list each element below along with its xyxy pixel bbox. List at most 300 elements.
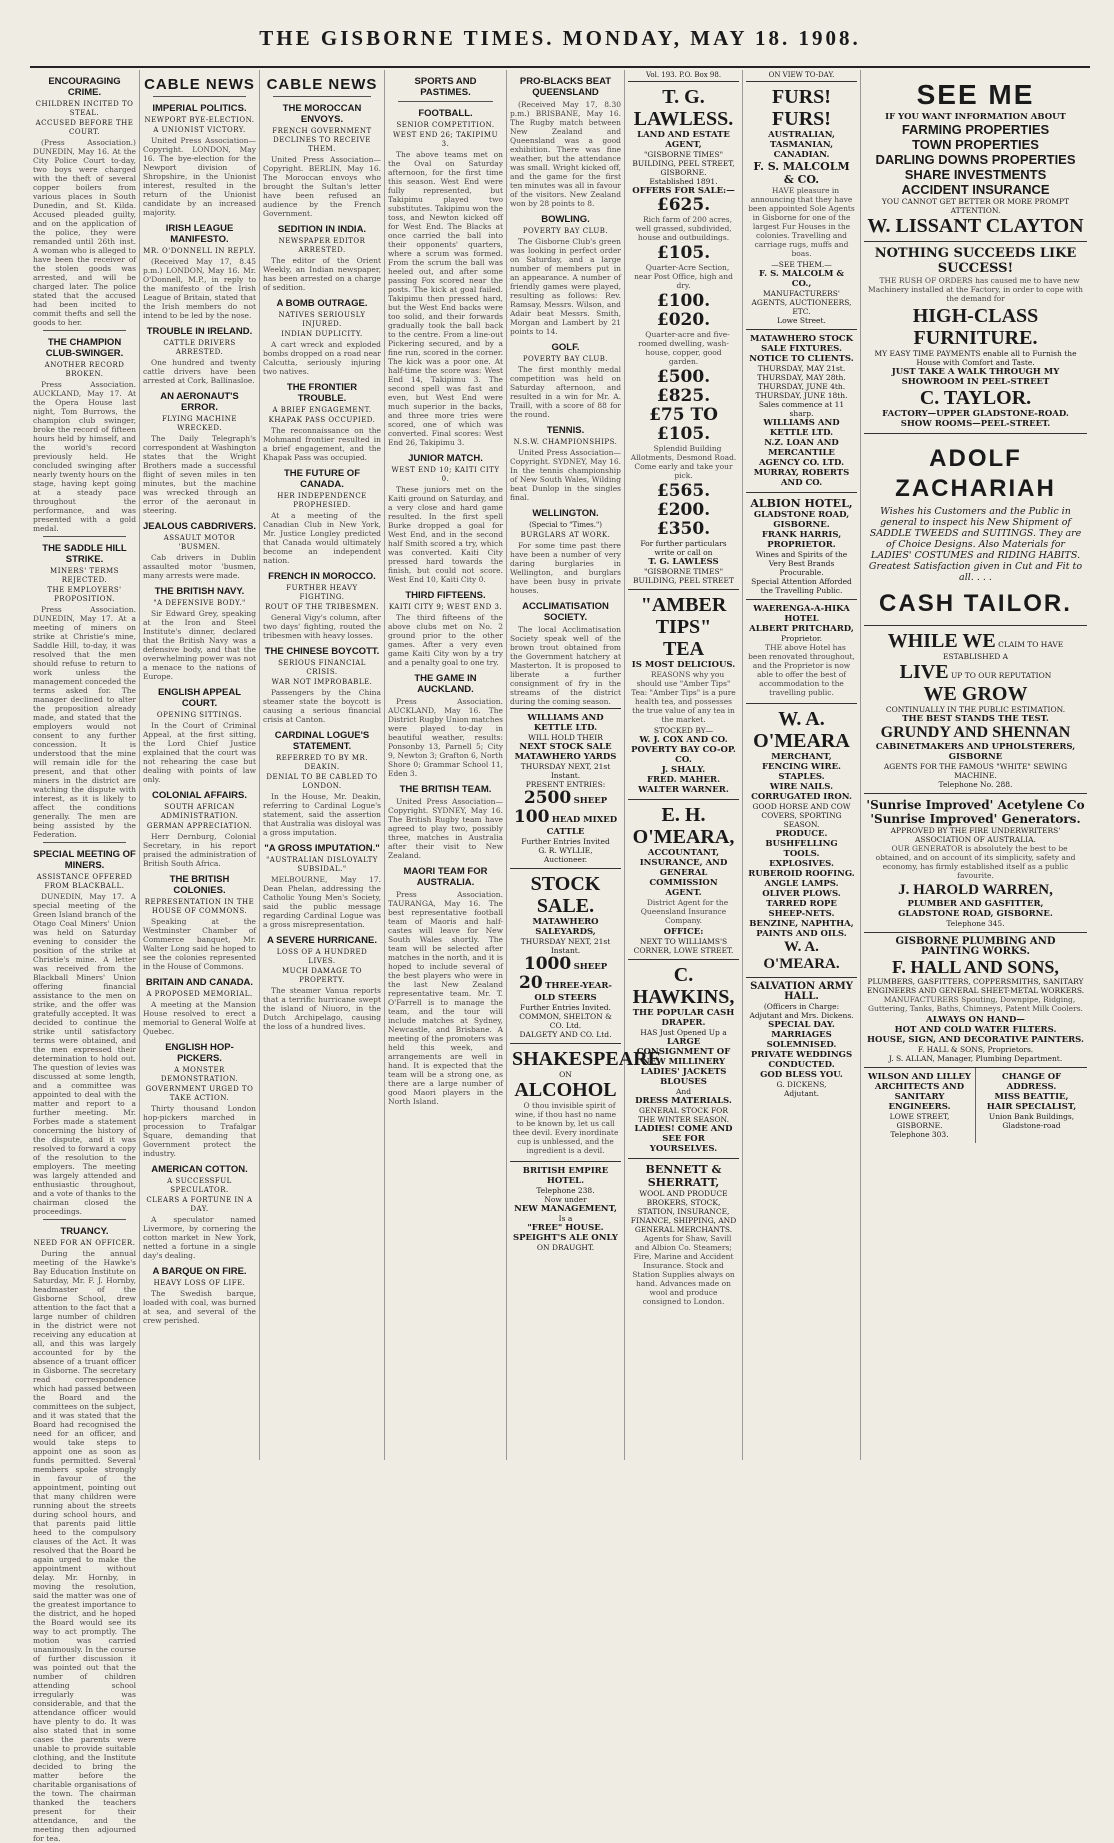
headline: ENGLISH HOP-PICKERS. [165,1042,234,1064]
ad-line: POVERTY BAY CO-OP. CO. [631,745,736,765]
masthead-rule [30,66,1090,68]
ad-wilson-lilley [864,1068,976,1143]
ad-line: "FREE" HOUSE. [527,1223,604,1233]
subhead: WEST END 26; TAKIPIMU 3. [393,131,498,148]
headline: IRISH LEAGUE MANIFESTO. [165,223,234,245]
ad-line: BRITISH EMPIRE HOTEL. [522,1166,609,1186]
ad-line: MY EASY TIME PAYMENTS enable all to Furnish the House with Comfort and Taste. [874,349,1077,367]
ad-line: NEW MANAGEMENT, [514,1204,617,1214]
ad-line: FENCING WIRE. [761,762,842,772]
ad-f-hall-sons [864,932,1087,1067]
ad-line: DALGETY AND CO. Ltd. [519,1030,612,1039]
article-body: The first monthly medal competition was held on Saturday afternoon, and resulted in a win for Mr. A. Traill, with a score of 88 for the round. [510,365,621,419]
ad-line: THURSDAY, JUNE 18th. [755,391,848,400]
subhead: CATTLE DRIVERS ARRESTED. [163,339,236,356]
ad-line: WALTER WARNER. [638,785,729,795]
ad-title: WE GROW [923,683,1028,705]
ad-line: Wines and Spirits of the Very Best Brands Procurable. [755,550,848,577]
column-1 [30,70,140,1843]
ad-line: ACCOUNTANT, INSURANCE, AND GENERAL COMMISSION AGENT. [639,848,728,898]
ad-title: W. A. O'MEARA. [763,939,840,972]
ad-line: AUSTRALIAN, TASMANIAN, CANADIAN. [768,130,835,160]
ad-title: ALCOHOL [514,1079,617,1101]
subhead: A PROPOSED MEMORIAL. [146,990,253,998]
article-body: O thou invisible spirit of wine, if thou hast no name to be known by, let us call thee devil. Every inordinate cup is unblessed, and the ingredient is a devil. [512,1101,619,1155]
subhead: A BRIEF ENGAGEMENT. [272,406,372,414]
section-heading-cable-news: CABLE NEWS [144,76,255,93]
ad-line: MATAWHERO STOCK SALE FIXTURES. [749,334,854,354]
article-body: The editor of the Orient Weekly, an Indian newspaper, has been arrested on a charge of sedition. [263,256,381,292]
article-body: REASONS why you should use "Amber Tips" Tea: "Amber Tips" is a pure health tea, and possesses the true value of any tea in the market. [631,670,736,724]
subhead: A SUCCESSFUL SPECULATOR. [167,1177,232,1194]
ad-line: THE BEST STANDS THE TEST. [902,714,1049,724]
article-body: Herr Dernburg, Colonial Secretary, in his report praised the administration of British South Africa. [143,832,256,868]
headline-special-meeting: SPECIAL MEETING OF MINERS. [33,849,136,871]
ad-line: "GISBORNE TIMES" BUILDING, PEEL STREET, GISBORNE. [632,150,735,177]
headline: MAORI TEAM FOR AUSTRALIA. [403,866,488,888]
ad-line: BENZINE, NAPHTHA, PAINTS AND OILS. [749,919,854,939]
ad-title: WAERENGA-A-HIKA HOTEL [753,604,850,624]
ad-line: G. DICKENS, [776,1080,827,1089]
column-8 [861,70,1090,1460]
headline: THE BRITISH TEAM. [399,784,492,795]
subhead: GOVERNMENT URGED TO TAKE ACTION. [145,1085,254,1102]
ad-line: HEAD MIXED CATTLE [546,815,618,837]
ad-title: WHILE WE [887,630,996,652]
subhead: ASSISTANCE OFFERED FROM BLACKBALL. [36,873,133,890]
ad-line: W. J. COX AND CO. [639,735,728,745]
article-body: The Daily Telegraph's correspondent at Washington states that the Wright Brothers made a successful flight of seven miles in ten minutes, but the machine was wrecked through an error of the aeronaut in steering. [143,434,256,515]
column-5 [507,70,661,1460]
subhead: WAR NOT IMPROBABLE. [271,678,373,686]
ad-title: SEE ME [916,79,1035,110]
ad-sunrise-acetylene [864,793,1087,932]
ad-williams-kettle [510,708,621,868]
headline: SEDITION IN INDIA. [277,224,367,235]
divider [43,842,126,843]
ad-british-empire-hotel [510,1161,621,1256]
article-body: Rich farm of 200 acres, well grassed, subdivided, house and outbuildings. [635,215,733,242]
ad-line: GISBORNE PLUMBING AND PAINTING WORKS. [895,936,1056,957]
headline: A BOMB OUTRAGE. [276,298,368,309]
subhead: "AUSTRALIAN DISLOYALTY SUBSIDAL." [266,856,378,873]
divider [43,1219,126,1220]
subhead: "A DEFENSIVE BODY." [153,599,246,607]
subhead: ANOTHER RECORD BROKEN. [44,361,125,378]
subhead: SOUTH AFRICAN ADMINISTRATION. [160,803,239,820]
ad-price: £200. [656,500,711,520]
article-body: One hundred and twenty cattle drivers have been arrested at Cork, Ballinasloe. [143,358,256,385]
subhead: KAITI CITY 9; WEST END 3. [388,603,503,611]
ad-line: BUSHFELLING TOOLS. [765,839,838,859]
ad-line: GLADSTONE ROAD, GISBORNE. [898,909,1053,919]
ad-line: SHOW ROOMS—PEEL-STREET. [900,419,1051,429]
subhead: HER INDEPENDENCE PROPHESIED. [277,492,367,509]
ad-line: Telephone No. 288. [938,780,1013,789]
article-body: In the House, Mr. Deakin, referring to Cardinal Logue's statement, said the assertion that Australia was disloyal was a gross imputation. [263,792,381,837]
ad-stock-sale [510,868,621,1043]
ad-line: NEXT TO WILLIAMS'S CORNER, LOWE STREET. [633,937,734,955]
article-body: The third fifteens of the above clubs met on No. 2 ground prior to the other games. After a very even game Kaiti City won by a try and a penalty goal to one try. [388,613,503,667]
ad-line: OLIVER PLOWS. [762,889,841,899]
top-note: ON VIEW TO-DAY. [768,71,835,79]
ad-price: £105. [656,243,711,263]
article-body: MANUFACTURERS Spouting, Downpipe, Ridging, Guttering, Tanks, Baths, Chimneys, Patent Milk Coolers. [868,995,1083,1013]
ad-line: LARGE CONSIGNMENT OF [636,1037,731,1057]
subhead: POVERTY BAY CLUB. [522,355,609,363]
ad-line: MATAWHERO SALEYARDS, [532,917,599,937]
ad-line: Telephone 345. [946,919,1005,928]
ad-title: T. G. LAWLESS. [633,86,734,130]
divider [153,96,246,97]
ad-line: THE POPULAR CASH DRAPER. [632,1008,735,1028]
headline-club-swinger: THE CHAMPION CLUB-SWINGER. [45,337,124,359]
ad-line: Established 1891. [649,177,718,186]
ad-title: CASH TAILOR. [879,590,1072,617]
divider [43,330,126,331]
subhead: MUCH DAMAGE TO PROPERTY. [282,967,362,984]
column-4 [385,70,507,1460]
ad-title: CHANGE OF ADDRESS. [1001,1072,1062,1092]
divider [43,536,126,537]
ad-title: SHAKESPEARE [512,1048,661,1070]
article-body: Sir Edward Grey, speaking at the Iron and Steel Institute's dinner, declared that the British Navy was a defensive body, and that the overwhelming power was not a menace to the nations of Europe. [143,609,256,681]
headline-wellington: WELLINGTON. [532,508,599,519]
bottom-ads-row [864,1067,1087,1143]
ad-wa-omeara [746,703,857,977]
headline: PRO-BLACKS BEAT QUEENSLAND [519,76,612,98]
section-heading-sports: SPORTS AND PASTIMES. [414,76,477,98]
ad-miss-beattie [976,1068,1087,1143]
article-body: United Press Association—Copyright. LONDON, May 16. The bye-election for the Newport division of Shropshire, in the Unionist interest, resulted in the return of the Unionist candidate by an increased majority. [143,136,256,217]
headline-truancy: TRUANCY. [60,1226,109,1237]
ad-line: SHARE INVESTMENTS [904,167,1047,182]
ad-line: PRESENT ENTRIES: [525,780,606,789]
ad-price: £350. [656,519,711,539]
subhead: REPRESENTATION IN THE HOUSE OF COMMONS. [144,898,255,915]
ad-line: "GISBORNE TIMES" BUILDING, PEEL STREET [633,567,734,585]
article-body: Passengers by the China steamer state the boycott is causing a serious financial crisis at Canton. [263,688,381,724]
ad-line: UP TO OUR REPUTATION [950,671,1052,680]
ad-line: WILL HOLD THEIR [528,733,603,742]
ad-line: PLUMBER AND GASFITTER, [907,899,1044,909]
headline: "A GROSS IMPUTATION." [264,843,380,854]
article-body: The steamer Vanua reports that a terrific hurricane swept the island of Niuoro, in the Dutch Archipelago, causing the loss of a hundred lives. [263,986,381,1031]
top-note: Vol. 193. P.O. Box 98. [645,71,722,79]
ad-line: JUST TAKE A WALK THROUGH MY SHOWROOM IN PEEL-STREET [891,367,1060,387]
ad-line: F. S. MALCOLM & CO. [753,160,850,186]
ad-line: LOWE STREET, GISBORNE. [889,1112,950,1130]
ad-lawless [628,81,739,589]
headline: THE FUTURE OF CANADA. [284,468,360,490]
ad-line: Adjutant and Mrs. Dickens. [749,1011,854,1020]
article-body: Press Association. TAURANGA, May 16. The best representative football team of Maoris and half-castes will leave for New South Wales shortly. The team will be selected after matches in the north, and it is hoped to include several of the best players who were in the last New Zealand representative team. Mr. T. O'Farrell is to manage the team, and the tour will include matches at Sydney, Newcastle, and Brisbane. A meeting of the promoters was held this week, and arrangements are well in hand. It is expected that the team will be a strong one, as there are a large number of good Maori players in the North Island. [388,890,503,1106]
ad-title: HIGH-CLASS FURNITURE. [912,305,1039,349]
article-body: THE RUSH OF ORDERS has caused me to have new Machinery installed at the Factory, in order to cope with the demand for [868,276,1083,303]
ad-line: WOOL AND PRODUCE BROKERS, STOCK, STATION, INSURANCE, FINANCE, SHIPPING, AND GENERAL MERCHANTS. [630,1189,737,1234]
headline: CARDINAL LOGUE'S STATEMENT. [274,730,370,752]
ad-line: OFFERS FOR SALE:— [632,186,735,196]
article-body: United Press Association—Copyright. SYDNEY, May 16. In the tennis championship of New South Wales, Wilding beat Dunlop in the singles final. [510,448,621,502]
ad-line: STOCKED BY— [653,726,714,735]
ad-line: Further Entries Invited. [520,1003,611,1012]
subhead: NATIVES SERIOUSLY INJURED. [278,311,366,328]
ad-line: DRESS MATERIALS. [635,1096,732,1106]
headline: JEALOUS CABDRIVERS. [143,521,256,532]
subhead: REFERRED TO BY MR. DEAKIN. [276,754,368,771]
ad-title: C. TAYLOR. [919,387,1032,409]
ad-line: Sales commence at 11 sharp. [758,400,845,418]
ad-line: MISS BEATTIE, [994,1092,1069,1102]
ad-title: TEA [662,638,705,660]
ad-price: £100. [656,291,711,311]
column-2 [140,70,260,1460]
ad-salvation-army [746,977,857,1102]
article-body: Press Association. AUCKLAND, May 17. At the Opera House last night, Tom Burrows, the champion club swinger, broke the record of fifteen hours held by himself, and the world's record previously held. He concluded swinging after nearly twenty hours on the stage, having kept going at a steady pace throughout the performance, and was presented with a gold medal. [33,380,136,533]
ad-title: 'Sunrise Improved' Generators. [870,812,1081,826]
headline: THE BRITISH COLONIES. [169,874,230,896]
ad-line: For further particulars write or call on [640,539,727,557]
ad-line: SPECIAL DAY. [768,1020,835,1030]
headline: AN AERONAUT'S ERROR. [160,391,239,413]
headline: THE BRITISH NAVY. [154,586,245,597]
ad-title: W. A. O'MEARA [753,708,850,752]
subhead: HEAVY LOSS OF LIFE. [153,1279,246,1287]
ad-waerenga-hotel [746,599,857,703]
ad-line: Union Bank Buildings, Gladstone-road [988,1112,1075,1130]
article-body: Cab drivers in Dublin assaulted motor 'busmen, many arrests were made. [143,553,256,580]
ad-line: FRANK HARRIS, PROPRIETOR. [761,530,842,550]
subhead: MR. O'DONNELL IN REPLY. [143,247,256,255]
headline: JUNIOR MATCH. [408,453,483,464]
ad-line: F. HALL & SONS, Proprietors. [917,1045,1034,1054]
headline-saddle-hill: THE SADDLE HILL STRIKE. [42,543,127,565]
ad-title: C. HAWKINS, [632,964,735,1008]
ad-line: WILLIAMS AND KETTLE LTD. [527,713,604,733]
subhead: CHILDREN INCITED TO STEAL. [35,100,134,117]
ad-line: STAPLES. [778,772,825,782]
ad-line: NOTICE TO CLIENTS. [749,354,854,364]
subhead: LOSS OF A HUNDRED LIVES. [276,948,368,965]
ad-title: "AMBER TIPS" [640,594,727,638]
subhead: THE EMPLOYERS' PROPOSITION. [47,586,122,603]
ad-title: ALBION HOTEL, [750,497,853,510]
ad-title: 'Sunrise Improved' Acetylene Co [866,798,1085,812]
ad-line: OFFICE: [663,927,704,937]
ad-line: HAS Just Opened Up a [640,1028,727,1037]
ad-line: F. S. MALCOLM & CO., [758,269,845,289]
subhead: FURTHER HEAVY FIGHTING. [286,584,358,601]
article-body: Quarter-Acre Section, near Post Office, high and dry. [634,263,733,290]
headline: ENGLISH APPEAL COURT. [157,687,242,709]
headline: IMPERIAL POLITICS. [152,103,247,114]
article-body: General Vigy's column, after two days' fighting, routed the tribesmen with heavy losses. [263,613,381,640]
ad-line: ON DRAUGHT. [536,1243,595,1252]
article-body: Press Association. AUCKLAND, May 16. The District Rugby Union matches were played to-day in beautiful weather, results: Ponsonby 13, Parnell 5; City 9, Newton 3; Grafton 6, North Shore 0; Grammar School 11, Eden 3. [388,697,504,778]
article-body: During the annual meeting of the Hawke's Bay Education Institute on Saturday, Mr. F. J. Hornby, headmaster of the Gisborne School, drew attention to the fact that a large number of children in the district were not receiving any education at all, and this was largely accounted for by the absence of a truant officer in Gisborne. The secretary read correspondence which had passed between the Board and the committees on the subject, and it was stated that the Board had recognised the need for an officer, and would take steps to appoint one as soon as funds permitted. Several members spoke strongly in favour of the appointment, pointing out that many children were running about the streets during school hours, and that parents paid little heed to the compulsory clauses of the Act. It was resolved that the Board be again urged to make the appointment without delay. Mr. Hornby, in moving the resolution, said the matter was one of the greatest importance to the district, and he hoped the Board would see its way to act promptly. The motion was carried unanimously. In the course of further discussion it was pointed out that the number of children attending school irregularly was considerable, and that the attendance officer would have plenty to do. It was also stated that in some cases the parents were unable to provide suitable clothing, and the Institute decided to bring the matter before the charitable organisations of the town. The chairman thanked the teachers present for their attendance, and the meeting then adjourned for tea. [33,1249,136,1843]
ad-hawkins [628,959,739,1158]
subhead: NEWSPAPER EDITOR ARRESTED. [278,237,366,254]
ad-line: Telephone 238. [536,1186,595,1195]
ad-line: WILLIAMS AND KETTLE LTD. [763,418,840,438]
ad-line: ACCIDENT INSURANCE [901,182,1050,197]
ad-line: LADIES' JACKETS [640,1067,727,1077]
ad-line: PRODUCE. [775,829,828,839]
ad-line: Is a [558,1214,573,1223]
ad-price: £500. [656,367,711,387]
subhead: INDIAN DUPLICITY. [281,330,363,338]
headline: THE FRONTIER TROUBLE. [286,382,358,404]
article-body: At a meeting of the Canadian Club in New York, Mr. Justice Longley predicted that Canada would ultimately become an independent nation. [263,511,381,565]
ad-line: DARLING DOWNS PROPERTIES [875,152,1076,167]
ad-line: COMMON, SHELTON & CO. Ltd. [519,1012,612,1030]
ad-adolf-zachariah [864,433,1087,625]
ad-line: FARMING PROPERTIES [901,122,1050,137]
subhead: KHAPAK PASS OCCUPIED. [268,416,376,424]
subhead: SENIOR COMPETITION. [396,121,495,129]
ad-line: MURRAY, ROBERTS AND CO. [753,468,850,488]
subhead: BURGLARS AT WORK. [520,531,611,539]
article-body: Speaking at the Westminster Chamber of Commerce banquet, Mr. Walter Long said he hoped to see the colonies represented in the House of Commons. [143,917,256,971]
ad-line: THREE-YEAR-OLD STEERS [534,981,612,1003]
ad-line: RUBEROID ROOFING. [748,869,855,879]
ad-number: 2500 [523,788,572,808]
ad-line: FACTORY—UPPER GLADSTONE-ROAD. [882,409,1069,419]
ad-line: SPEIGHT'S ALE ONLY [513,1233,618,1243]
ad-line: MATAWHERO YARDS [514,752,617,762]
subhead: A UNIONIST VICTORY. [153,126,246,134]
ad-title: GRUNDY AND SHENNAN [880,724,1071,741]
article-body: Splendid Building Allotments, Desmond Road. Come early and take your pick. [630,444,737,480]
ad-line: IS MOST DELICIOUS. [631,660,736,670]
article-body: Press Association. DUNEDIN, May 17. At a meeting of miners on strike at Christie's mine, Saddle Hill, to-day, it was resolved that the men should refuse to return to work unless the management conceded the terms asked for. The manager declined to alter the proposition already made, and stated that the employers would not consent to any further concession. It is understood that the mine will remain idle for the present, and that other miners in the district are watching the dispute with interest, as it is likely to affect the conditions generally. The men are being assisted by the Federation. [33,605,136,839]
ad-number: 100 [513,807,550,827]
ad-line: Proprietor. [780,634,823,643]
ad-line: TOWN PROPERTIES [912,137,1039,152]
ad-title: J. HAROLD WARREN, [898,882,1053,898]
ad-title: WILSON AND LILLEY [868,1072,971,1082]
headline-bowling: BOWLING. [541,214,590,225]
ad-title: ADOLF ZACHARIAH [895,445,1056,502]
ad-line: THURSDAY, JUNE 4th. [757,382,846,391]
headline: AMERICAN COTTON. [151,1164,248,1175]
ad-lissant-clayton [864,70,1087,241]
ad-line: Telephone 303. [890,1130,949,1139]
headline: A BARQUE ON FIRE. [152,1266,247,1277]
ad-line: T. G. LAWLESS [648,557,719,567]
ad-line: TARRED ROPE SHEEP-NETS. [766,899,837,919]
article-body: HAVE pleasure in announcing that they have been appointed Sole Agents in Gisborne for one of the largest Fur Houses in the colonies. Travelling and carriage rugs, muffs and boas. [748,186,855,258]
ad-line: ALBERT PRITCHARD, [749,624,854,634]
headline: FRENCH IN MOROCCO. [268,571,376,582]
ad-line: Auctioneer. [543,855,588,864]
ad-line: SHEEP [573,796,608,806]
ad-line: NEXT STOCK SALE [519,742,612,752]
article-body: For some time past there have been a number of very daring burglaries in Wellington, and burglars have been busy in private houses. [510,541,621,595]
headline: ACCLIMATISATION SOCIETY. [522,601,609,623]
ad-albion-hotel [746,492,857,599]
subhead: POVERTY BAY CLUB. [522,227,609,235]
headline: COLONIAL AFFAIRS. [152,790,247,801]
article-body: The local Acclimatisation Society speak well of the brown trout obtained from the Government hatchery at Masterton. It is proposed to liberate a further consignment of fry in the streams of the district during the coming season. [510,625,621,706]
ad-line: —SEE THEM.— [771,260,832,269]
ad-line: AGENTS FOR THE FAMOUS "WHITE" SEWING MACHINE. [883,762,1068,780]
article-body: The reconnaissance on the Mohmand frontier resulted in a brief engagement, and the Khapak Pass was occupied. [263,426,381,462]
ad-title: FURS! FURS! [772,86,831,130]
subhead: FRENCH GOVERNMENT DECLINES TO RECEIVE THEM. [272,127,372,153]
headline: THE CHINESE BOYCOTT. [264,646,380,657]
ad-line: THURSDAY NEXT, 21st Instant. [520,937,611,955]
article-body: In the Court of Criminal Appeal, at the first sitting, the Lord Chief Justice explained that the court was not rehearing the case but dealing with points of law only. [143,721,256,784]
ad-line: LADIES! COME AND SEE FOR YOURSELVES. [634,1124,733,1154]
ad-line: G. R. WYLLIE, [538,846,593,855]
divider [273,96,371,97]
ad-line: And [675,1087,692,1096]
headline: A SEVERE HURRICANE. [267,935,377,946]
article-body: A cart wreck and exploded bombs dropped on a road near Calcutta, seriously injuring two natives. [263,340,381,376]
ad-line: ON [559,1070,572,1079]
ad-line: GOOD HORSE AND COW COVERS, SPORTING SEASON. [752,802,851,829]
ad-line: ALWAYS ON HAND— [926,1015,1025,1025]
column-7 [743,70,861,1460]
article-body: MELBOURNE, May 17. Dean Phelan, addressing the Catholic Young Men's Society, said the public message regarding Cardinal Logue was a gross misrepresentation. [263,875,381,929]
ad-shakespeare [510,1043,661,1161]
article-body: A speculator named Livermore, by cornering the cotton market in New York, netted a fortune in a single day's dealing. [143,1215,256,1260]
article-body: United Press Association—Copyright. SYDNEY, May 16. The British Rugby team have agreed to play two, possibly three, matches in Australia after their visit to New Zealand. [388,797,503,860]
ad-line: CLAIM TO HAVE ESTABLISHED A [942,640,1064,661]
ad-stock-sale-fixtures [746,329,857,492]
headline: TROUBLE IN IRELAND. [146,326,253,337]
headline: THIRD FIFTEENS. [405,590,486,601]
ad-price: £825. [656,386,711,406]
ad-line: CABINETMAKERS AND UPHOLSTERERS, [875,742,1076,752]
ad-line: PLUMBERS, GASFITTERS, COPPERSMITHS, SANITARY ENGINEERS AND GENERAL SHEET-METAL WORKERS. [866,977,1085,995]
ad-bennett-sherratt [628,1158,739,1312]
article-body: (Received May 17, 8.45 p.m.) LONDON, May 16. Mr. O'Donnell, M.P., in reply to the manifesto of the Irish League of Britain, stated that the Irish members do not intend to be led by the nose. [143,257,256,320]
subhead: CLEARS A FORTUNE IN A DAY. [146,1196,253,1213]
ad-line: MERCHANT, [771,752,832,762]
ad-furs [746,81,857,329]
ad-line: IF YOU WANT INFORMATION ABOUT [885,112,1066,122]
headline: THE MOROCCAN ENVOYS. [282,103,362,125]
ad-line: CONTINUALLY IN THE PUBLIC ESTIMATION. [885,705,1066,714]
headline: BRITAIN AND CANADA. [145,977,254,988]
article-body: Agents for Shaw, Savill and Albion Co. Steamers; Fire, Marine and Accident Insurance. Stock and Station Supplies always on hand. Advances made on wool and produce consigned to London. [632,1234,735,1306]
subhead: OPENING SITTINGS. [156,711,243,719]
ad-line: BLOUSES [660,1077,707,1087]
subhead: MINERS' TERMS REJECTED. [50,567,119,584]
column-3 [260,70,385,1460]
subhead: NEED FOR AN OFFICER. [33,1239,136,1247]
ad-line: MARRIAGES SOLEMNISED. [766,1030,837,1050]
ad-line: YOU CANNOT GET BETTER OR MORE PROMPT ATTENTION. [881,197,1070,215]
ad-title: STOCK SALE. [530,873,601,917]
ad-line: Special Attention Afforded the Travelling Public. [751,577,852,595]
ad-line: ARCHITECTS AND SANITARY ENGINEERS. [874,1082,965,1112]
section-heading-cable-news: CABLE NEWS [266,76,378,93]
article-body: A meeting at the Mansion House resolved to erect a memorial to General Wolfe at Quebec. [143,1000,256,1036]
ad-line: FRED. MAHER. [646,775,721,785]
ad-line: MANUFACTURERS' AGENTS, AUCTIONEERS, ETC. [751,289,852,316]
ad-line: WIRE NAILS. [769,782,834,792]
subhead: NEWPORT BYE-ELECTION. [144,116,255,124]
ad-omeara-accountant [628,799,739,959]
headline-golf: GOLF. [551,342,580,353]
headline-encouraging-crime: ENCOURAGING CRIME. [48,76,121,98]
ad-line: ANGLE LAMPS. [764,879,839,889]
ad-line: LAND AND ESTATE AGENT, [637,130,730,150]
ad-line: EXPLOSIVES. [769,859,834,869]
